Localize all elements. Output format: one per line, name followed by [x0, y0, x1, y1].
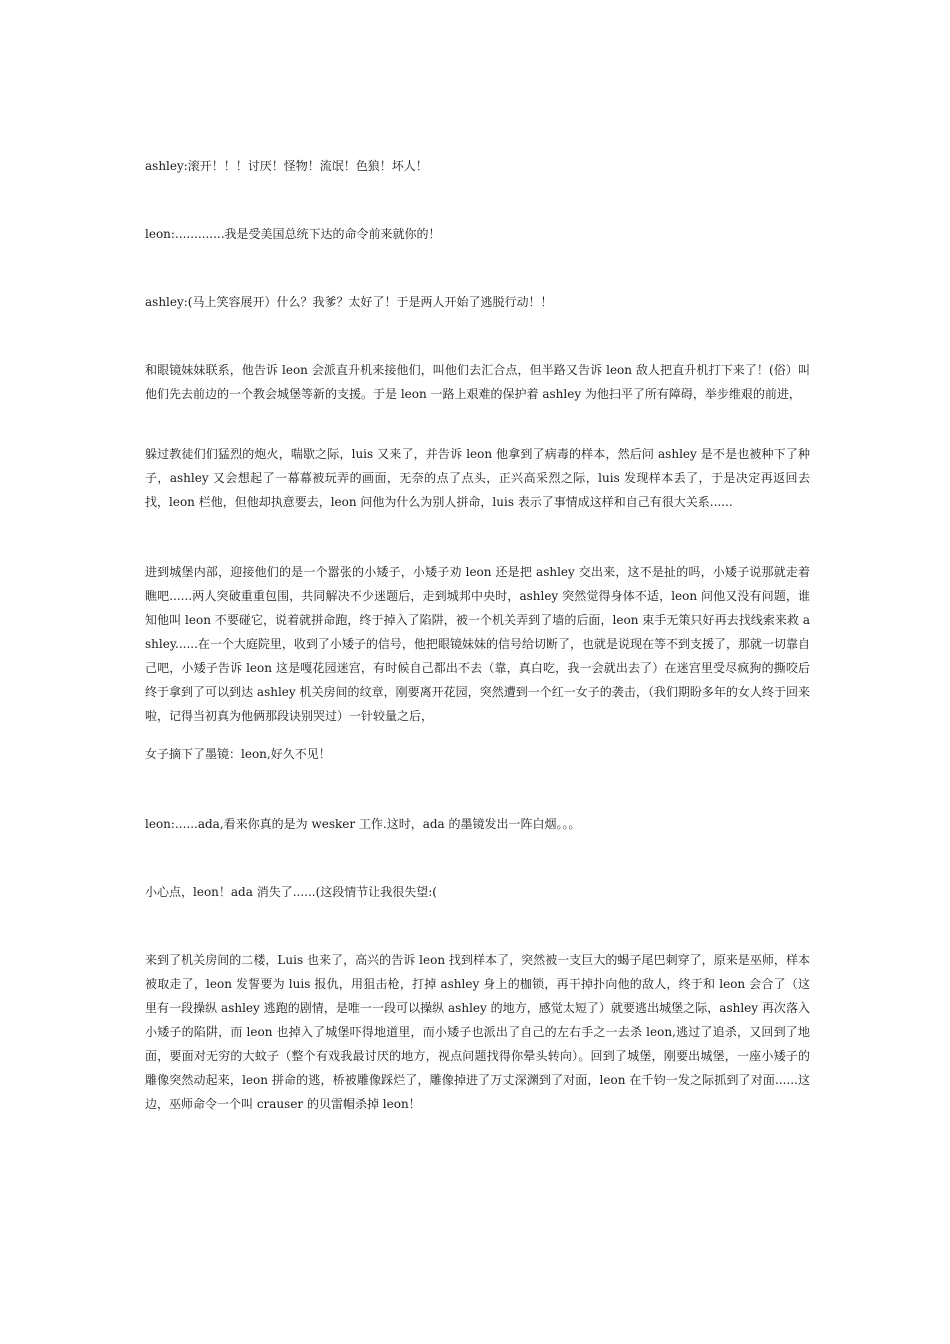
paragraph-ashley-escape: ashley:(马上笑容展开）什么？我爹？太好了！于是两人开始了逃脱行动！！: [145, 295, 553, 309]
paragraph-leon-ada: leon:......ada,看来你真的是为 wesker 工作.这时，ada 的墨镜发出一阵白烟。。。: [145, 817, 581, 831]
paragraph-ashley-shout: ashley:滚开！！！讨厌！怪物！流氓！色狼！坏人！: [145, 159, 428, 173]
paragraph-leon-reply: leon:.............我是受美国总统下达的命令前来就你的！: [145, 227, 441, 241]
paragraph-mechanism-room: 来到了机关房间的二楼，Luis 也来了，高兴的告诉 leon 找到样本了，突然被一支巨大的蝎子尾巴刺穿了，原来是巫师，样本被取走了，leon 发誓要为 luis 报仇，用狙击枪，打掉 ashley 身上的枷锁，再干掉扑向他的敌人，终于和 leon 会合了（这里有一段操纵 ashley 逃跑的剧情，是唯一一段可以操纵 ashley 的地方，感觉太短了）就要逃出城堡之际，ashley 再次落入小矮子的陷阱，而 leon 也掉入了城堡吓得地道里，而小矮子也派出了自己的左右手之一去杀 leon,逃过了追杀，又回到了地面，要面对无穷的大蚊子（整个有戏我最讨厌的地方，视点问题找得你晕头转向）。回到了城堡，刚要出城堡，一座小矮子的雕像突然动起来，leon 拼命的逃，桥被雕像踩烂了，雕像掉进了万丈深渊到了对面，leon 在千钧一发之际抓到了对面......这边，巫师命令一个叫 crauser 的贝雷帽杀掉 leon！: [145, 953, 810, 1111]
paragraph-ada-vanish: 小心点，leon！ada 消失了......(这段情节让我很失望:(: [145, 885, 437, 899]
paragraph-helicopter: 和眼镜妹妹联系，他告诉 leon 会派直升机来接他们，叫他们去汇合点，但半路又告诉 leon 敌人把直升机打下来了！(俗）叫他们先去前边的一个教会城堡等新的支援。于是 leon 一路上艰难的保护着 ashley 为他扫平了所有障碍，举步维艰的前进，: [145, 363, 810, 401]
paragraph-ada-appears: 女子摘下了墨镜：leon,好久不见！: [145, 747, 331, 761]
paragraph-castle: 进到城堡内部，迎接他们的是一个嚣张的小矮子，小矮子劝 leon 还是把 ashley 交出来，这不是扯的吗，小矮子说那就走着瞧吧......两人突破重重包围，共同解决不少迷题后，走到城邦中央时，ashley 突然觉得身体不适，leon 问他又没有问题，谁知他叫 leon 不要碰它，说着就拼命跑，终于掉入了陷阱，被一个机关弄到了墙的后面，leon 束手无策只好再去找线索来救 ashley......在一个大庭院里，收到了小矮子的信号，他把眼镜妹妹的信号给切断了，也就是说现在等不到支援了，那就一切靠自己吧，小矮子告诉 leon 这是嘎花园迷宫，有时候自己都出不去（靠，真白吃，我一会就出去了）在迷宫里受尽疯狗的撕咬后终于拿到了可以到达 ashley 机关房间的纹章，刚要离开花园，突然遭到一个红一女子的袭击，（我们期盼多年的女人终于回来啦，记得当初真为他俩那段诀别哭过）一针较量之后，: [145, 565, 810, 723]
paragraph-luis-sample: 躲过教徒们们猛烈的炮火，喘歇之际，luis 又来了，并告诉 leon 他拿到了病毒的样本，然后问 ashley 是不是也被种下了种子，ashley 又会想起了一幕幕被玩弄的画面，无奈的点了点头，正兴高采烈之际，luis 发现样本丢了，于是决定再返回去找，leon 栏他，但他却执意要去，leon 问他为什么为别人拼命，luis 表示了事情成这样和自己有很大关系......: [145, 447, 810, 509]
